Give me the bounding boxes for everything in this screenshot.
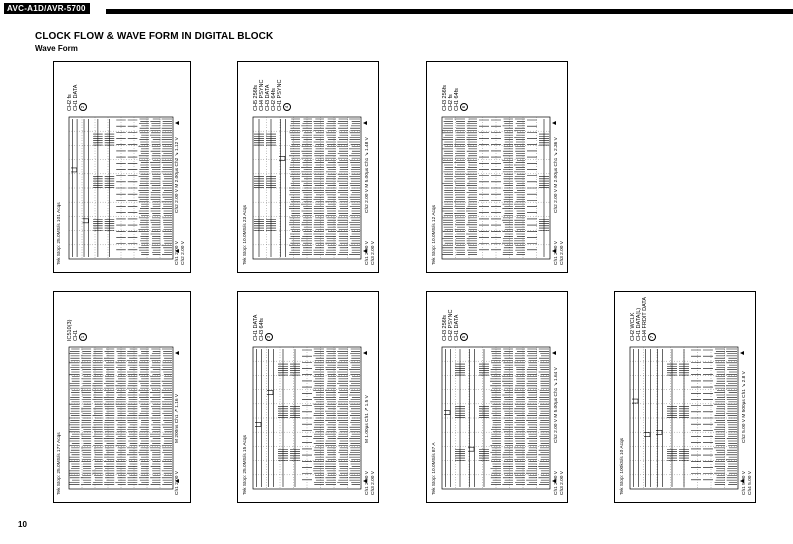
header-rule bbox=[106, 9, 793, 14]
channel-label: CH1 bbox=[73, 329, 79, 341]
scope-channel-header bbox=[67, 85, 87, 111]
waveform-trace bbox=[161, 349, 172, 485]
waveform-trace bbox=[266, 119, 276, 257]
channel-label: CH1 DATA(L) bbox=[636, 307, 642, 341]
scope-readout-ch1: Ch1 5.00 V bbox=[742, 470, 747, 495]
scope-status-line: Tek Stop: 10.0MS/s 12 Acqs bbox=[432, 205, 437, 265]
scope-readout-ch2: Ch2 2.00 V bbox=[181, 240, 186, 265]
waveform-trace bbox=[454, 119, 465, 255]
waveform-trace bbox=[490, 349, 501, 485]
scope-measurement: Ch2 2.00 V M 2.00µs Ch2 ↘ 1.12 V bbox=[175, 137, 180, 213]
waveform-trace bbox=[267, 349, 273, 487]
waveform-trace bbox=[69, 349, 80, 485]
waveform-trace bbox=[691, 350, 701, 480]
waveform-trace bbox=[442, 119, 453, 255]
waveform-trace bbox=[349, 349, 360, 485]
scope-panel-2 bbox=[51, 61, 189, 273]
page-number: 10 bbox=[18, 520, 27, 529]
waveform-trace bbox=[150, 349, 161, 485]
waveform-trace bbox=[105, 119, 115, 257]
scope-readout-ch2: Ch3 2.00 V bbox=[371, 470, 376, 495]
scope-status-line: Tek Stop: 10.0MS/s 87 A bbox=[432, 442, 437, 495]
waveform-trace bbox=[514, 119, 525, 255]
scope-channel-header bbox=[630, 297, 656, 341]
scope-measurement: M 200ns Ch1 ↗ 1.16 V bbox=[175, 393, 180, 443]
channel-label: CH1 DATA bbox=[454, 314, 460, 341]
waveform-trace bbox=[138, 119, 149, 255]
scope-channel-header bbox=[67, 320, 87, 341]
waveform-trace bbox=[539, 119, 549, 257]
channel-label: CH3 64fs bbox=[259, 318, 265, 341]
channel-label: CH1 DATA bbox=[73, 84, 79, 111]
waveform-trace bbox=[325, 119, 336, 255]
channel-label: CH3 256fs bbox=[442, 85, 448, 111]
page-subtitle: Wave Form bbox=[35, 44, 78, 53]
scope-readout-ch2: Ch3 2.00 V bbox=[371, 240, 376, 265]
waveform-trace bbox=[337, 119, 348, 255]
test-point-number: 7 bbox=[648, 333, 656, 341]
scope-readout-ch1: Ch1 2.00 V bbox=[175, 470, 180, 495]
waveform-trace bbox=[313, 119, 324, 255]
scope-status-line: Tek Stop: 25.0MS/s 177 Acqs bbox=[57, 432, 62, 495]
waveform-trace bbox=[502, 349, 513, 485]
waveform-trace bbox=[502, 119, 513, 255]
scope-readout-ch1: Ch1 2.00 V bbox=[554, 470, 559, 495]
model-label: AVC-A1D/AVR-5700 bbox=[4, 3, 90, 14]
scope-measurement: Ch2 2.00 V M 5.00µs Ch1 ↘ 1.48 V bbox=[365, 137, 370, 213]
test-point-number: 3 bbox=[265, 333, 273, 341]
waveform-trace bbox=[313, 349, 324, 485]
waveform-trace bbox=[290, 349, 300, 487]
scope-readout-ch2: Ch3 2.00 V bbox=[560, 240, 565, 265]
waveform-trace bbox=[349, 119, 360, 255]
scope-channel-header bbox=[442, 85, 468, 111]
scope-channel-header bbox=[253, 315, 273, 341]
scope-status-line: Tek Stop: 25.0MS/s 101 Acqs bbox=[57, 202, 62, 265]
test-point-number: 2 bbox=[79, 103, 87, 111]
channel-label: CH2 fs bbox=[67, 94, 73, 111]
channel-label: CH2 64fs bbox=[271, 88, 277, 111]
test-point-number: 1 bbox=[79, 333, 87, 341]
waveform-trace bbox=[479, 349, 489, 487]
waveform-trace bbox=[138, 349, 149, 485]
waveform-trace bbox=[104, 349, 115, 485]
waveform-trace bbox=[325, 349, 336, 485]
channel-label: CH3 DATA bbox=[265, 84, 271, 111]
scope-measurement: Ch2 2.00 V M 5.00µs Ch1 ↘ 1.64 V bbox=[554, 367, 559, 443]
channel-label: CH2 WCLK bbox=[630, 312, 636, 341]
scope-channel-header bbox=[442, 310, 468, 341]
scope-measurement: Ch2 5.00 V M 500µs Ch1 ↘ 2.8 V bbox=[742, 371, 747, 443]
scope-readout-ch1: Ch1 2.00 V bbox=[554, 240, 559, 265]
waveform-trace bbox=[479, 120, 489, 250]
waveform-trace bbox=[526, 349, 537, 485]
waveform-trace bbox=[714, 349, 725, 485]
waveform-trace bbox=[337, 349, 348, 485]
channel-label: CH2 fs bbox=[448, 94, 454, 111]
test-point-number: 6 bbox=[460, 103, 468, 111]
test-point-number: 4 bbox=[283, 103, 291, 111]
scope-panel-5 bbox=[426, 291, 568, 503]
waveform-trace bbox=[527, 120, 537, 250]
page-title: CLOCK FLOW & WAVE FORM IN DIGITAL BLOCK bbox=[35, 31, 274, 42]
scope-readout-ch2: Ch4 5.00 V bbox=[748, 470, 753, 495]
waveform-trace bbox=[466, 119, 477, 255]
waveform-trace bbox=[644, 349, 650, 487]
channel-label: CH5 256fs bbox=[253, 85, 259, 111]
scope-panel-3 bbox=[237, 291, 379, 503]
waveform-trace bbox=[254, 119, 264, 257]
waveform-trace bbox=[93, 119, 103, 257]
channel-label: CH4 PSYNC bbox=[259, 79, 265, 111]
waveform-trace bbox=[127, 349, 138, 485]
waveform-trace bbox=[514, 349, 525, 485]
waveform-trace bbox=[726, 349, 737, 485]
channel-label: CH1 PSYNC bbox=[277, 79, 283, 111]
scope-channel-header bbox=[253, 80, 291, 111]
channel-label: IC510(3) bbox=[67, 319, 73, 341]
scope-panel-6 bbox=[426, 61, 568, 273]
waveform-trace bbox=[128, 120, 138, 250]
waveform-trace bbox=[667, 349, 677, 487]
waveform-trace bbox=[289, 119, 300, 255]
scope-measurement: Ch2 2.00 V M 2.00µs Ch1 ↘ 2.36 V bbox=[554, 137, 559, 213]
scope-readout-ch1: Ch1 2.00 V bbox=[175, 240, 180, 265]
test-point-number: 5 bbox=[460, 333, 468, 341]
scope-readout-ch1: Ch1 2.00 V bbox=[365, 240, 370, 265]
scope-status-line: Tek Stop: 100kS/s 10 Acqs bbox=[620, 437, 625, 495]
scope-status-line: Tek Stop: 25.0MS/s 15 Acqs bbox=[243, 435, 248, 495]
waveform-trace bbox=[92, 349, 103, 485]
waveform-trace bbox=[150, 119, 160, 255]
scope-panel-7 bbox=[614, 291, 756, 503]
scope-measurement: M 1.00µs Ch1 ↗ 1.5 V bbox=[365, 395, 370, 443]
waveform-trace bbox=[455, 349, 465, 487]
channel-label: CH2 PSYNC bbox=[448, 309, 454, 341]
waveform-trace bbox=[301, 119, 312, 255]
scope-readout-ch2: Ch3 2.00 V bbox=[560, 470, 565, 495]
scope-panel-1 bbox=[51, 291, 189, 503]
channel-label: CH1 64fs bbox=[454, 88, 460, 111]
scope-readout-ch1: Ch1 2.00 V bbox=[365, 470, 370, 495]
waveform-trace bbox=[115, 349, 125, 485]
channel-label: CH4 FRDIT DATA bbox=[642, 296, 648, 341]
channel-label: CH1 DATA bbox=[253, 314, 259, 341]
waveform-trace bbox=[161, 119, 172, 255]
channel-label: CH3 256fs bbox=[442, 315, 448, 341]
waveform-trace bbox=[538, 349, 549, 485]
page-header bbox=[0, 0, 793, 16]
scope-panel-4 bbox=[237, 61, 379, 273]
scope-status-line: Tek Stop: 10.0MS/s 23 Acqs bbox=[243, 205, 248, 265]
waveform-trace bbox=[703, 350, 713, 480]
